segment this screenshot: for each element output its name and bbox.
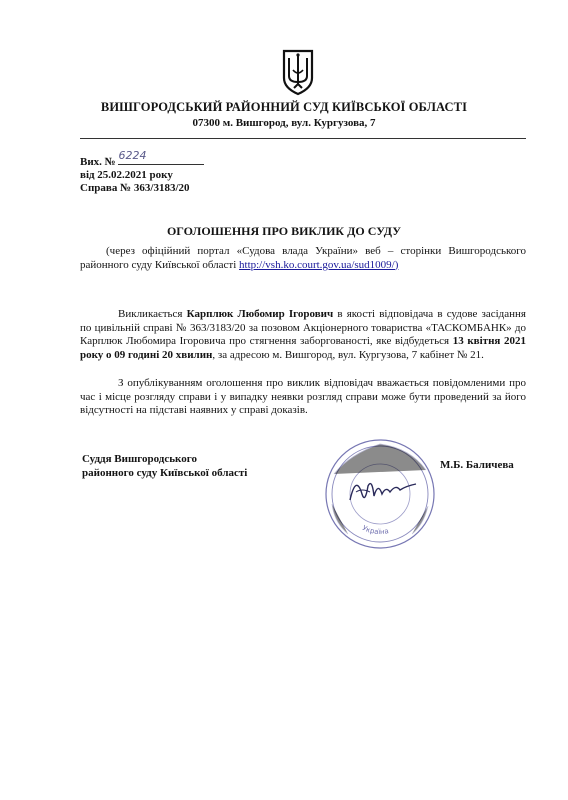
notice-heading: ОГОЛОШЕННЯ ПРО ВИКЛИК ДО СУДУ bbox=[166, 224, 402, 238]
defendant-name: Карплюк Любомир Ігорович bbox=[186, 308, 334, 320]
outgoing-number-handwritten: 6224 bbox=[118, 149, 147, 162]
document-meta bbox=[80, 149, 204, 195]
judge-title bbox=[82, 452, 247, 480]
judge-title-line2: районного суду Київської області bbox=[82, 467, 248, 479]
court-website-link[interactable]: http://vsh.ko.court.gov.ua/sud1009/) bbox=[239, 258, 399, 271]
header-divider bbox=[80, 138, 526, 139]
court-address: 07300 м. Вишгород, вул. Кургузова, 7 bbox=[192, 117, 376, 129]
summons-intro: Викликається bbox=[118, 308, 187, 320]
paragraph-consequences: З опублікуванням оголошення про виклик відповідач вважається повідомленими про час і місце розгляду справи і у випадку неявки розгляд справи може бути проведений за його відсутності на підставі наявних у справі доказів. bbox=[80, 377, 526, 417]
outgoing-label: Вих. № bbox=[80, 156, 116, 168]
summons-middle: в якості відповідача в судове засідання по цивільній справі № 363/3183/20 за позовом Акціонерного товариства «ТАСКОМБАНК» до Карплюк Любомира Ігоровича про стягнення заборгованості, яке відбудеться bbox=[80, 308, 526, 348]
trident-emblem-icon bbox=[281, 48, 315, 96]
outgoing-number-line bbox=[80, 149, 204, 169]
date-line: від 25.02.2021 року bbox=[80, 169, 173, 181]
judge-name: М.Б. Баличева bbox=[440, 459, 514, 471]
paragraph-summons bbox=[80, 308, 526, 362]
summons-end: , за адресою м. Вишгород, вул. Кургузова, 7 кабінет № 21. bbox=[212, 348, 484, 361]
seal-ring-text: Україна bbox=[360, 523, 390, 537]
case-number: Справа № 363/3183/20 bbox=[80, 182, 190, 194]
court-name: ВИШГОРОДСЬКИЙ РАЙОННИЙ СУД КИЇВСЬКОЇ ОБЛАСТІ bbox=[100, 100, 468, 114]
outgoing-number-field bbox=[118, 149, 204, 165]
court-seal-with-signature bbox=[320, 434, 440, 554]
paragraph-portal bbox=[80, 245, 526, 272]
hearing-datetime: 13 квітня 2021 року о 09 годині 20 хвилин bbox=[80, 335, 526, 361]
paragraph-portal-text: (через офіційний портал «Судова влада України» веб – сторінки Вишгородського районного суду Київської області bbox=[80, 245, 526, 271]
judge-title-line1: Суддя Вишгородського bbox=[82, 453, 197, 465]
